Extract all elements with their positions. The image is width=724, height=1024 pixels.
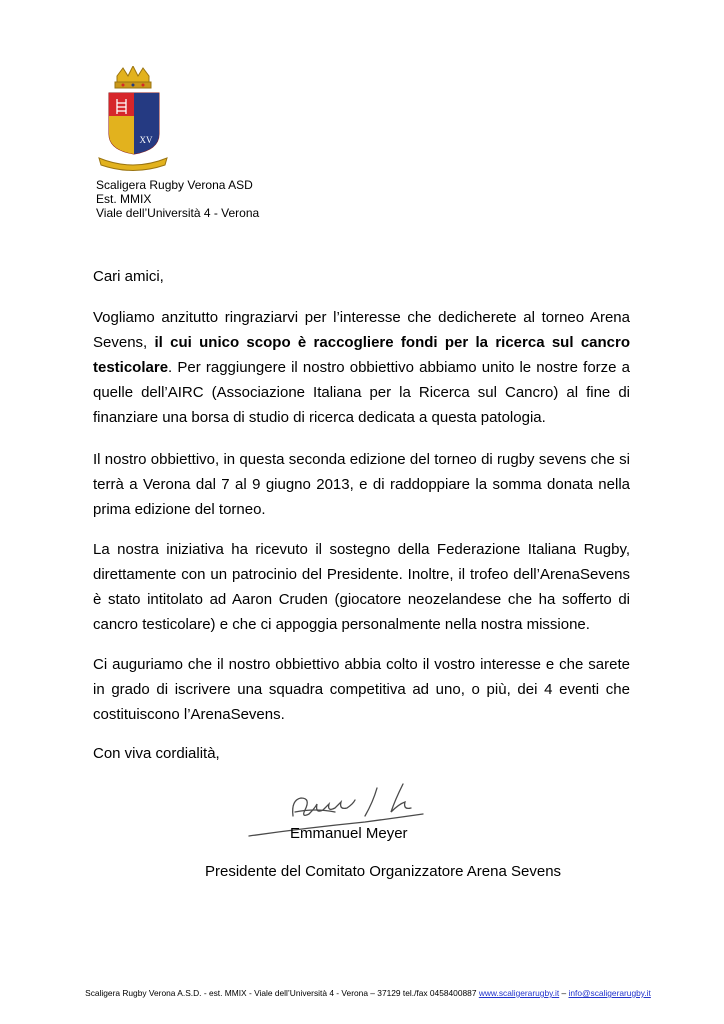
letterhead-line: Est. MMIX <box>96 192 152 206</box>
letter-paragraph-4: Ci auguriamo che il nostro obbiettivo abbia colto il vostro interesse e che sarete in grado di iscrivere una squadra competitiva ad uno, o più, dei 4 eventi che costituiscono l’ArenaSevens. <box>93 656 630 723</box>
svg-text:XV: XV <box>139 135 153 145</box>
page-footer <box>58 987 678 999</box>
footer-separator: – <box>559 988 569 998</box>
letter-greeting: Cari amici, <box>93 268 164 285</box>
signer-title: Presidente del Comitato Organizzatore Arena Sevens <box>205 863 562 880</box>
letter-paragraph-2: Il nostro obbiettivo, in questa seconda edizione del torneo di rugby sevens che si terrà a Verona dal 7 al 9 giugno 2013, e di raddoppiare la somma donata nella prima edizione del torneo. <box>93 451 630 518</box>
letter-closing: Con viva cordialità, <box>93 745 220 762</box>
signer-name: Emmanuel Meyer <box>290 825 408 842</box>
website-link[interactable]: www.scaligerarugby.it <box>478 988 560 998</box>
letterhead-address <box>96 178 259 220</box>
club-crest-icon <box>93 66 173 174</box>
paragraph-bold-text: il cui unico scopo è raccogliere fondi per la ricerca sul cancro testicolare <box>93 334 631 376</box>
paragraph-text: Vogliamo anzitutto ringraziarvi per l’interesse che dedicherete al torneo Arena Sevens, <box>93 309 630 351</box>
paragraph-text: . Per raggiungere il nostro obbiettivo abbiamo unito le nostre forze a quelle dell’AIRC (Associazione Italiana per la Ricerca sul Cancro) al fine di finanziare una borsa di studio di ricerca dedicata a questa patologia. <box>93 359 630 426</box>
email-link[interactable]: info@scaligerarugby.it <box>568 988 651 998</box>
footer-address: Scaligera Rugby Verona A.S.D. - est. MMIX - Viale dell’Università 4 - Verona – 37129 tel./fax 0458400887 <box>85 988 479 998</box>
letterhead-line: Viale dell’Università 4 - Verona <box>96 206 260 220</box>
letter-paragraph-1 <box>93 305 630 430</box>
letter-paragraph-3: La nostra iniziativa ha ricevuto il sostegno della Federazione Italiana Rugby, direttamente con un patrocinio del Presidente. Inoltre, il trofeo dell’ArenaSevens è stato intitolato ad Aaron Cruden (giocatore neozelandese che ha sofferto di cancro testicolare) e che ci appoggia personalmente nella nostra missione. <box>93 541 630 633</box>
club-crest-logo <box>93 66 173 174</box>
letterhead-line: Scaligera Rugby Verona ASD <box>96 178 253 192</box>
